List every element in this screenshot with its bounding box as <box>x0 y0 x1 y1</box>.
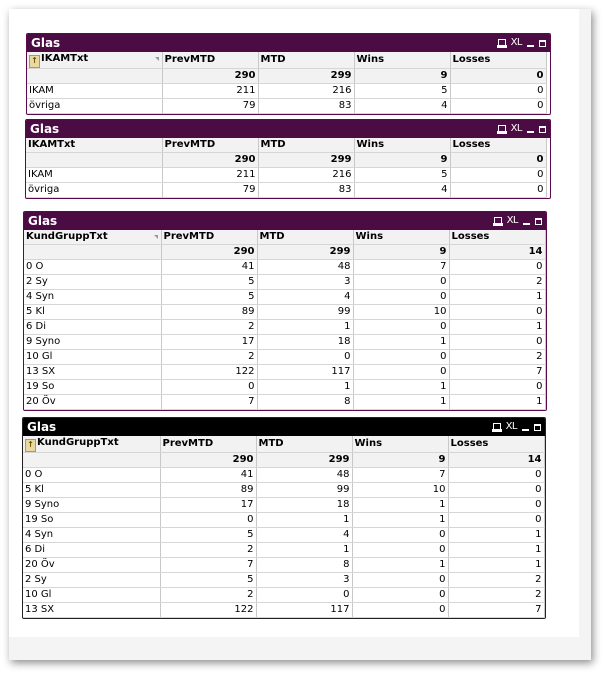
value-cell: 5 <box>354 84 450 99</box>
total-mtd: 299 <box>257 245 353 260</box>
minimize-icon[interactable] <box>527 131 534 133</box>
column-header-prevmtd[interactable]: PrevMTD <box>162 138 258 153</box>
value-cell: 1 <box>353 395 449 410</box>
column-header-ikamtxt[interactable]: ↑ IKAMTxt <box>27 52 162 69</box>
column-header-mtd[interactable]: MTD <box>258 52 354 69</box>
value-cell: 1 <box>257 380 353 395</box>
total-prevmtd: 290 <box>162 69 258 84</box>
value-cell: 0 <box>353 275 449 290</box>
value-cell: 117 <box>256 603 352 618</box>
value-cell: 1 <box>448 528 544 543</box>
value-cell: 48 <box>257 260 353 275</box>
value-cell: 7 <box>352 468 448 483</box>
row-label-cell[interactable]: 19 So <box>23 513 160 528</box>
value-cell: 1 <box>256 513 352 528</box>
value-cell: 0 <box>450 99 546 114</box>
row-label-cell[interactable]: 10 Gl <box>23 588 160 603</box>
value-cell: 5 <box>161 275 257 290</box>
value-cell: 0 <box>353 320 449 335</box>
table-row[interactable] <box>23 528 544 543</box>
value-cell: 216 <box>258 84 354 99</box>
value-cell: 17 <box>160 498 256 513</box>
value-cell: 1 <box>256 543 352 558</box>
total-losses: 0 <box>450 153 546 168</box>
column-header-wins[interactable]: Wins <box>353 230 449 245</box>
value-cell: 0 <box>257 350 353 365</box>
row-label-cell[interactable]: övriga <box>26 183 162 198</box>
value-cell: 0 <box>450 168 546 183</box>
column-header-kundgrupptxt[interactable]: ↑ KundGruppTxt <box>23 436 160 453</box>
row-label-cell[interactable]: 20 Öv <box>24 395 161 410</box>
value-cell: 7 <box>161 395 257 410</box>
table-box-ikam[interactable] <box>25 119 551 199</box>
value-cell: 1 <box>448 558 544 573</box>
row-label-cell[interactable]: 13 SX <box>23 603 160 618</box>
value-cell: 8 <box>257 395 353 410</box>
header-row <box>26 138 546 153</box>
total-losses: 0 <box>450 69 546 84</box>
table-row[interactable] <box>23 543 544 558</box>
value-cell: 18 <box>256 498 352 513</box>
table-box-ikam-sorted[interactable] <box>26 33 551 115</box>
value-cell: 2 <box>160 588 256 603</box>
value-cell: 0 <box>161 380 257 395</box>
total-losses: 14 <box>449 245 545 260</box>
value-cell: 0 <box>450 183 546 198</box>
column-header-prevmtd[interactable]: PrevMTD <box>162 52 258 69</box>
total-mtd: 299 <box>256 453 352 468</box>
value-cell: 0 <box>353 365 449 380</box>
column-header-mtd[interactable]: MTD <box>257 230 353 245</box>
row-label-cell[interactable]: 5 Kl <box>23 483 160 498</box>
value-cell: 216 <box>258 168 354 183</box>
table-row[interactable] <box>23 588 544 603</box>
print-icon[interactable] <box>498 39 506 47</box>
value-cell: 48 <box>256 468 352 483</box>
value-cell: 5 <box>160 528 256 543</box>
value-cell: 3 <box>256 573 352 588</box>
send-to-excel-icon[interactable]: XL <box>510 123 522 134</box>
value-cell: 89 <box>160 483 256 498</box>
column-header-ikamtxt[interactable]: IKAMTxt <box>26 138 162 153</box>
row-label-cell[interactable]: 4 Syn <box>23 528 160 543</box>
column-header-losses[interactable]: Losses <box>450 138 546 153</box>
row-label-cell[interactable]: 6 Di <box>23 543 160 558</box>
value-cell: 83 <box>258 183 354 198</box>
row-label-cell[interactable]: IKAM <box>27 84 162 99</box>
value-cell: 5 <box>354 168 450 183</box>
value-cell: 0 <box>160 513 256 528</box>
table-row[interactable] <box>24 335 545 350</box>
column-header-losses[interactable]: Losses <box>448 436 544 453</box>
print-icon[interactable] <box>494 217 502 225</box>
value-cell: 7 <box>449 365 545 380</box>
value-cell: 1 <box>449 320 545 335</box>
total-label <box>26 153 162 168</box>
table-row[interactable] <box>24 320 545 335</box>
table-row[interactable] <box>23 573 544 588</box>
value-cell: 7 <box>353 260 449 275</box>
value-cell: 117 <box>257 365 353 380</box>
value-cell: 8 <box>256 558 352 573</box>
table-row[interactable] <box>27 84 546 99</box>
maximize-icon[interactable] <box>534 424 541 431</box>
value-cell: 10 <box>352 483 448 498</box>
row-label-cell[interactable]: 4 Syn <box>24 290 161 305</box>
column-header-mtd[interactable]: MTD <box>258 138 354 153</box>
window-frame <box>9 9 591 660</box>
table-row[interactable] <box>24 350 545 365</box>
value-cell: 99 <box>257 305 353 320</box>
row-label-cell[interactable]: 0 O <box>23 468 160 483</box>
total-label <box>23 453 160 468</box>
total-prevmtd: 290 <box>161 245 257 260</box>
row-label-cell[interactable]: övriga <box>27 99 162 114</box>
value-cell: 0 <box>352 528 448 543</box>
table-row[interactable] <box>23 558 544 573</box>
total-row <box>23 453 544 468</box>
row-label-cell[interactable]: IKAM <box>26 168 162 183</box>
value-cell: 79 <box>162 99 258 114</box>
table-row[interactable] <box>24 275 545 290</box>
value-cell: 10 <box>353 305 449 320</box>
value-cell: 4 <box>257 290 353 305</box>
minimize-icon[interactable] <box>522 429 529 431</box>
column-header-wins[interactable]: Wins <box>352 436 448 453</box>
sheet-canvas <box>9 9 579 637</box>
row-label-cell[interactable]: 5 Kl <box>24 305 161 320</box>
table-row[interactable] <box>24 395 545 410</box>
value-cell: 0 <box>352 573 448 588</box>
column-header-prevmtd[interactable]: PrevMTD <box>161 230 257 245</box>
column-header-wins[interactable]: Wins <box>354 138 450 153</box>
table-row[interactable] <box>23 513 544 528</box>
table-row[interactable] <box>23 468 544 483</box>
value-cell: 3 <box>257 275 353 290</box>
value-cell: 2 <box>449 275 545 290</box>
value-cell: 0 <box>352 543 448 558</box>
table-row[interactable] <box>24 305 545 320</box>
total-row <box>24 245 545 260</box>
value-cell: 122 <box>160 603 256 618</box>
value-cell: 5 <box>161 290 257 305</box>
table-row[interactable] <box>26 168 546 183</box>
header-row <box>27 52 546 69</box>
panel-title: Glas <box>31 36 61 50</box>
value-cell: 41 <box>160 468 256 483</box>
header-row <box>24 230 545 245</box>
total-label <box>24 245 161 260</box>
value-cell: 0 <box>449 335 545 350</box>
total-wins: 9 <box>352 453 448 468</box>
send-to-excel-icon[interactable]: XL <box>505 421 517 432</box>
row-label-cell[interactable]: 13 SX <box>24 365 161 380</box>
value-cell: 1 <box>352 558 448 573</box>
value-cell: 0 <box>256 588 352 603</box>
value-cell: 0 <box>352 588 448 603</box>
value-cell: 0 <box>450 84 546 99</box>
header-row <box>23 436 544 453</box>
value-cell: 79 <box>162 183 258 198</box>
value-cell: 211 <box>162 168 258 183</box>
row-label-cell[interactable]: 20 Öv <box>23 558 160 573</box>
value-cell: 17 <box>161 335 257 350</box>
panel-title: Glas <box>28 214 58 228</box>
sort-arrow-icon[interactable]: ↑ <box>29 55 40 68</box>
row-label-cell[interactable]: 19 So <box>24 380 161 395</box>
value-cell: 2 <box>448 588 544 603</box>
panel-title: Glas <box>27 420 57 434</box>
panel-titlebar[interactable] <box>27 34 550 52</box>
pivot-table <box>26 138 547 198</box>
value-cell: 4 <box>354 99 450 114</box>
table-row[interactable] <box>24 380 545 395</box>
table-row[interactable] <box>26 183 546 198</box>
value-cell: 122 <box>161 365 257 380</box>
maximize-icon[interactable] <box>539 40 546 47</box>
pivot-table <box>27 52 547 114</box>
row-label-cell[interactable]: 9 Syno <box>24 335 161 350</box>
value-cell: 83 <box>258 99 354 114</box>
value-cell: 1 <box>257 320 353 335</box>
value-cell: 7 <box>160 558 256 573</box>
row-label-cell[interactable]: 2 Sy <box>24 275 161 290</box>
value-cell: 0 <box>448 483 544 498</box>
table-row[interactable] <box>23 483 544 498</box>
total-mtd: 299 <box>258 69 354 84</box>
total-mtd: 299 <box>258 153 354 168</box>
value-cell: 0 <box>448 513 544 528</box>
send-to-excel-icon[interactable]: XL <box>510 37 522 48</box>
value-cell: 4 <box>256 528 352 543</box>
value-cell: 0 <box>353 350 449 365</box>
value-cell: 2 <box>448 573 544 588</box>
column-header-losses[interactable]: Losses <box>449 230 545 245</box>
total-row <box>27 69 546 84</box>
dropdown-triangle-icon[interactable] <box>155 57 159 61</box>
row-label-cell[interactable]: 6 Di <box>24 320 161 335</box>
value-cell: 1 <box>449 395 545 410</box>
panel-title: Glas <box>30 122 60 136</box>
value-cell: 89 <box>161 305 257 320</box>
print-icon[interactable] <box>493 423 501 431</box>
column-header-prevmtd[interactable]: PrevMTD <box>160 436 256 453</box>
value-cell: 1 <box>448 543 544 558</box>
panel-titlebar[interactable] <box>23 418 545 436</box>
table-row[interactable] <box>24 365 545 380</box>
send-to-excel-icon[interactable]: XL <box>506 215 518 226</box>
value-cell: 1 <box>449 290 545 305</box>
value-cell: 0 <box>448 498 544 513</box>
table-box-kundgrupp[interactable] <box>23 211 547 411</box>
print-icon[interactable] <box>498 125 506 133</box>
value-cell: 7 <box>448 603 544 618</box>
column-header-kundgrupptxt[interactable]: KundGruppTxt <box>24 230 161 245</box>
row-label-cell[interactable]: 9 Syno <box>23 498 160 513</box>
value-cell: 18 <box>257 335 353 350</box>
value-cell: 2 <box>161 350 257 365</box>
total-prevmtd: 290 <box>160 453 256 468</box>
value-cell: 2 <box>160 543 256 558</box>
table-row[interactable] <box>24 290 545 305</box>
total-wins: 9 <box>354 153 450 168</box>
value-cell: 4 <box>354 183 450 198</box>
minimize-icon[interactable] <box>527 45 534 47</box>
table-row[interactable] <box>23 603 544 618</box>
value-cell: 1 <box>352 498 448 513</box>
row-label-cell[interactable]: 0 O <box>24 260 161 275</box>
row-label-cell[interactable]: 2 Sy <box>23 573 160 588</box>
column-header-wins[interactable]: Wins <box>354 52 450 69</box>
value-cell: 0 <box>353 290 449 305</box>
minimize-icon[interactable] <box>523 223 530 225</box>
pivot-table <box>24 230 546 410</box>
dropdown-triangle-icon[interactable] <box>154 235 158 239</box>
value-cell: 1 <box>353 380 449 395</box>
maximize-icon[interactable] <box>535 218 542 225</box>
total-losses: 14 <box>448 453 544 468</box>
column-header-mtd[interactable]: MTD <box>256 436 352 453</box>
value-cell: 211 <box>162 84 258 99</box>
value-cell: 99 <box>256 483 352 498</box>
column-header-losses[interactable]: Losses <box>450 52 546 69</box>
table-row[interactable] <box>27 99 546 114</box>
panel-titlebar[interactable] <box>26 120 550 138</box>
sort-arrow-icon[interactable]: ↑ <box>25 439 36 452</box>
value-cell: 2 <box>161 320 257 335</box>
table-row[interactable] <box>23 498 544 513</box>
total-prevmtd: 290 <box>162 153 258 168</box>
panel-titlebar[interactable] <box>24 212 546 230</box>
maximize-icon[interactable] <box>539 126 546 133</box>
total-label <box>27 69 162 84</box>
table-box-kundgrupp-sorted[interactable] <box>22 417 546 619</box>
total-row <box>26 153 546 168</box>
value-cell: 0 <box>448 468 544 483</box>
value-cell: 1 <box>352 513 448 528</box>
table-row[interactable] <box>24 260 545 275</box>
value-cell: 1 <box>353 335 449 350</box>
value-cell: 0 <box>449 380 545 395</box>
value-cell: 0 <box>449 305 545 320</box>
value-cell: 5 <box>160 573 256 588</box>
row-label-cell[interactable]: 10 Gl <box>24 350 161 365</box>
value-cell: 41 <box>161 260 257 275</box>
value-cell: 0 <box>352 603 448 618</box>
total-wins: 9 <box>353 245 449 260</box>
value-cell: 2 <box>449 350 545 365</box>
value-cell: 0 <box>449 260 545 275</box>
pivot-table <box>23 436 545 618</box>
total-wins: 9 <box>354 69 450 84</box>
